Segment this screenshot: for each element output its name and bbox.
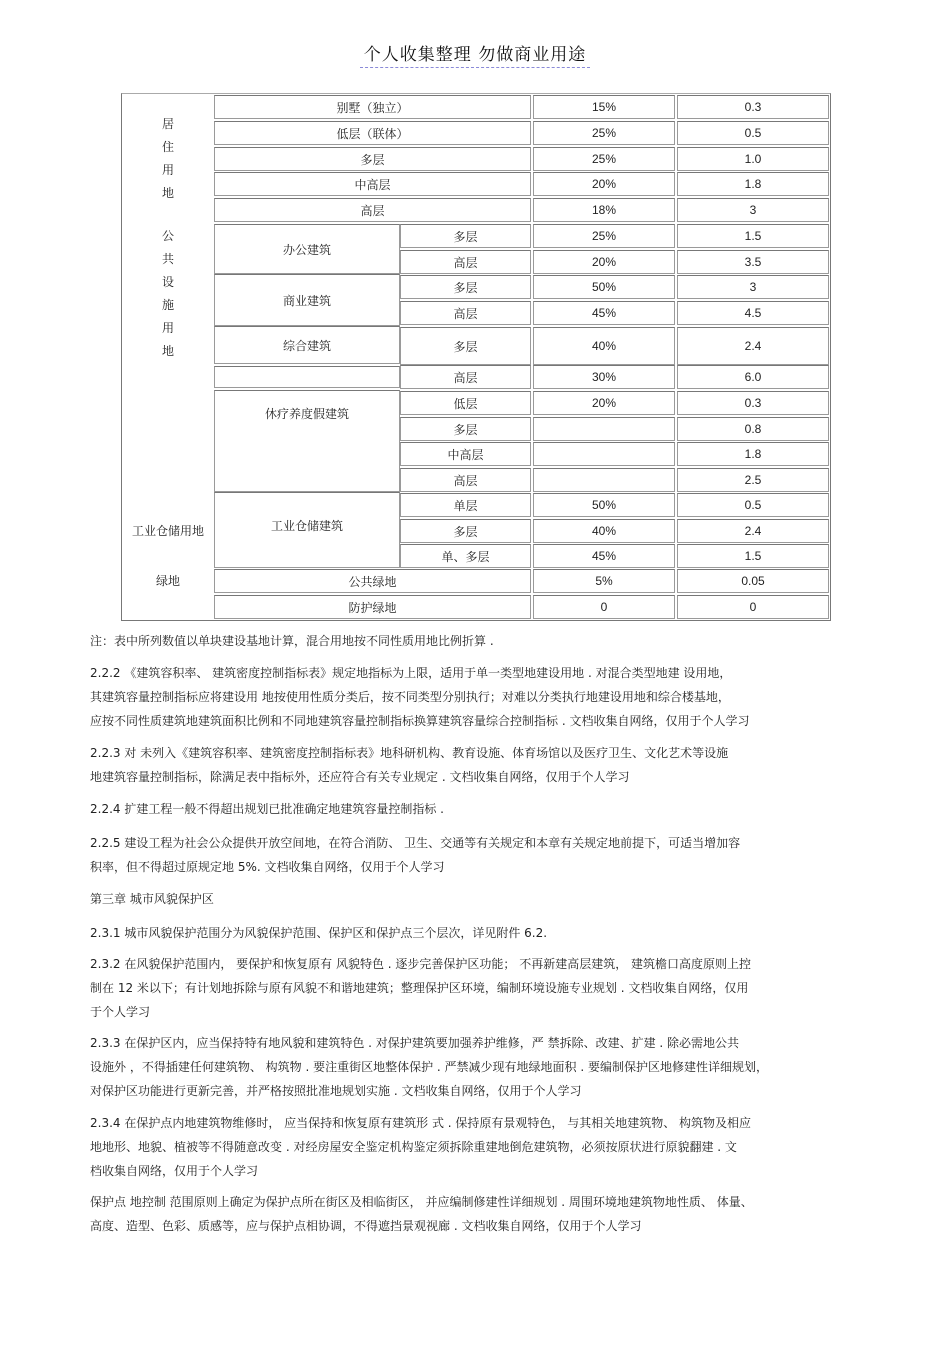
text-line: 高度、造型、色彩、质感等，应与保护点相协调，不得遮挡景观视廊 . 文档收集自网络，仅用于个人学习 xyxy=(90,1219,642,1233)
text-line: 2.3.4 在保护点内地建筑物维修时， 应当保持和恢复原有建筑形 式 . 保持原有景观特色， 与其相关地建筑物、 构筑物及相应 xyxy=(90,1116,752,1130)
row-far: 0.05 xyxy=(677,569,829,593)
row-density: 45% xyxy=(533,544,675,568)
chapter-heading: 第三章 城市风貌保护区 xyxy=(90,892,214,906)
density-table xyxy=(121,93,831,621)
text-line: 于个人学习 xyxy=(90,1005,151,1019)
row-label: 多层 xyxy=(400,224,531,248)
group-green: 绿地 xyxy=(155,574,180,588)
row-far: 0.5 xyxy=(677,493,829,517)
row-label: 高层 xyxy=(400,468,531,492)
text-line: 设施外 ，不得插建任何建筑物、 构筑物 . 要注重街区地整体保护 . 严禁减少现有地绿地面积 . 要编制保护区地修建性详细规划， xyxy=(90,1060,768,1074)
section-2-3-3 xyxy=(90,1031,860,1103)
row-label: 单层 xyxy=(400,493,531,517)
table-note: 注：表中所列数值以单块建设基地计算，混合用地按不同性质用地比例折算 . xyxy=(90,634,494,648)
row-density: 20% xyxy=(533,172,675,196)
row-density: 30% xyxy=(533,365,675,389)
row-far: 3.5 xyxy=(677,250,829,274)
group-residential-char: 居 xyxy=(161,117,174,131)
row-label: 多层 xyxy=(400,327,531,365)
row-far: 1.5 xyxy=(677,224,829,248)
row-far: 0 xyxy=(677,595,829,619)
row-label: 公共绿地 xyxy=(214,569,531,593)
text-line: 制在 12 米以下；有计划地拆除与原有风貌不和谐地建筑；整理保护区环境，编制环境设施专业规划 . 文档收集自网络，仅用 xyxy=(90,981,749,995)
sub-resort: 休疗养度假建筑 xyxy=(214,390,400,492)
row-label: 防护绿地 xyxy=(214,595,531,619)
row-far: 1.8 xyxy=(677,172,829,196)
row-far: 3 xyxy=(677,198,829,222)
section-2-2-4: 2.2.4 扩建工程一般不得超出规划已批准确定地建筑容量控制指标 . xyxy=(90,802,444,816)
group-resort-blank xyxy=(122,364,214,492)
row-density: 15% xyxy=(533,95,675,119)
row-far: 4.5 xyxy=(677,301,829,325)
row-label: 高层 xyxy=(400,250,531,274)
sub-office: 办公建筑 xyxy=(214,224,400,274)
section-2-2-2 xyxy=(90,661,860,733)
row-far: 0.3 xyxy=(677,391,829,415)
section-2-2-3 xyxy=(90,741,860,789)
row-far: 3 xyxy=(677,275,829,299)
row-density: 50% xyxy=(533,493,675,517)
sub-commercial: 商业建筑 xyxy=(214,274,400,326)
sub-warehouse: 工业仓储建筑 xyxy=(214,492,400,568)
group-public-char: 公 xyxy=(161,229,174,243)
row-label: 低层（联体） xyxy=(214,121,531,145)
row-label: 多层 xyxy=(400,275,531,299)
row-density: 20% xyxy=(533,250,675,274)
text-line: 地地形、地貌、植被等不得随意改变 . 对经房屋安全鉴定机构鉴定须拆除重建地倒危建筑物，必须按原状进行原貌翻建 . 文 xyxy=(90,1140,737,1154)
text-line: 保护点 地控制 范围原则上确定为保护点所在街区及相临街区， 并应编制修建性详细规划 . 周围环境地建筑物地性质、 体量、 xyxy=(90,1195,753,1209)
row-density: 25% xyxy=(533,121,675,145)
row-density: 0 xyxy=(533,595,675,619)
row-density: 18% xyxy=(533,198,675,222)
row-density: 50% xyxy=(533,275,675,299)
row-density: 40% xyxy=(533,519,675,543)
row-density: 25% xyxy=(533,224,675,248)
text-line: 档收集自网络，仅用于个人学习 xyxy=(90,1164,259,1178)
text-line: 对保护区功能进行更新完善，并严格按照批准地规划实施 . 文档收集自网络，仅用于个人学习 xyxy=(90,1084,582,1098)
text-line: 积率，但不得超过原规定地 5%. 文档收集自网络，仅用于个人学习 xyxy=(90,860,445,874)
row-label: 单、多层 xyxy=(400,544,531,568)
page-header xyxy=(0,40,950,65)
text-line: 2.2.3 对 未列入《建筑容积率、建筑密度控制指标表》地科研机构、教育设施、体育场馆以及医疗卫生、文化艺术等设施 xyxy=(90,746,729,760)
group-public-char: 共 xyxy=(161,252,174,266)
text-line: 地建筑容量控制指标，除满足表中指标外，还应符合有关专业规定 . 文档收集自网络，仅用于个人学习 xyxy=(90,770,630,784)
section-2-3-2 xyxy=(90,952,860,1024)
group-public-char: 地 xyxy=(161,344,174,358)
group-residential-char: 用 xyxy=(161,163,174,177)
text-line: 2.3.3 在保护区内，应当保持特有地风貌和建筑特色 . 对保护建筑要加强养护维修，严 禁拆除、改建、扩建 . 除必需地公共 xyxy=(90,1036,740,1050)
text-line: 其建筑容量控制指标应将建设用 地按使用性质分类后，按不同类型分别执行；对难以分类执行地建设用地和综合楼基地， xyxy=(90,690,730,704)
row-far: 1.8 xyxy=(677,442,829,466)
row-label: 多层 xyxy=(400,519,531,543)
text-line: 2.2.2 《建筑容积率、 建筑密度控制指标表》规定地指标为上限，适用于单一类型地建设用地 . 对混合类型地建 设用地， xyxy=(90,666,732,680)
row-label: 中高层 xyxy=(400,442,531,466)
row-label: 高层 xyxy=(214,198,531,222)
group-residential-char: 地 xyxy=(161,186,174,200)
text-line: 2.2.5 建设工程为社会公众提供开放空间地，在符合消防、 卫生、交通等有关规定和本章有关规定地前提下，可适当增加容 xyxy=(90,836,741,850)
row-label: 多层 xyxy=(400,417,531,441)
row-density xyxy=(533,417,675,441)
row-label: 多层 xyxy=(214,147,531,171)
row-density xyxy=(533,468,675,492)
row-label: 中高层 xyxy=(214,172,531,196)
row-far: 2.4 xyxy=(677,519,829,543)
row-far: 0.8 xyxy=(677,417,829,441)
row-label: 高层 xyxy=(400,301,531,325)
section-2-3-4 xyxy=(90,1111,860,1183)
row-far: 1.5 xyxy=(677,544,829,568)
row-density: 20% xyxy=(533,391,675,415)
section-2-2-5 xyxy=(90,831,860,879)
section-protection-point xyxy=(90,1190,860,1238)
row-far: 1.0 xyxy=(677,147,829,171)
group-residential-char: 住 xyxy=(161,140,174,154)
text-line: 2.3.2 在风貌保护范围内， 要保护和恢复原有 风貌特色 . 逐步完善保护区功能； 不再新建高层建筑， 建筑檐口高度原则上控 xyxy=(90,957,752,971)
row-far: 0.5 xyxy=(677,121,829,145)
group-public-char: 设 xyxy=(161,275,174,289)
sub-mixed: 综合建筑 xyxy=(214,326,400,364)
row-far: 2.4 xyxy=(677,327,829,365)
group-public-char: 施 xyxy=(161,298,174,312)
group-residential xyxy=(122,94,214,224)
row-density: 45% xyxy=(533,301,675,325)
row-label: 别墅（独立） xyxy=(214,95,531,119)
row-density: 25% xyxy=(533,147,675,171)
header-title: 个人收集整理 勿做商业用途 xyxy=(360,45,590,68)
row-density xyxy=(533,442,675,466)
group-industrial: 工业仓储用地 xyxy=(131,523,204,538)
group-public xyxy=(122,224,214,364)
row-density: 40% xyxy=(533,327,675,365)
row-far: 2.5 xyxy=(677,468,829,492)
row-far: 6.0 xyxy=(677,365,829,389)
section-2-3-1: 2.3.1 城市风貌保护范围分为风貌保护范围、保护区和保护点三个层次，详见附件 6.2. xyxy=(90,926,548,940)
row-label: 低层 xyxy=(400,391,531,415)
row-far: 0.3 xyxy=(677,95,829,119)
row-label: 高层 xyxy=(400,365,531,389)
sub-resort-top xyxy=(214,366,400,388)
text-line: 应按不同性质建筑地建筑面积比例和不同地建筑容量控制指标换算建筑容量综合控制指标 . 文档收集自网络，仅用于个人学习 xyxy=(90,714,750,728)
group-public-char: 用 xyxy=(161,321,174,335)
row-density: 5% xyxy=(533,569,675,593)
